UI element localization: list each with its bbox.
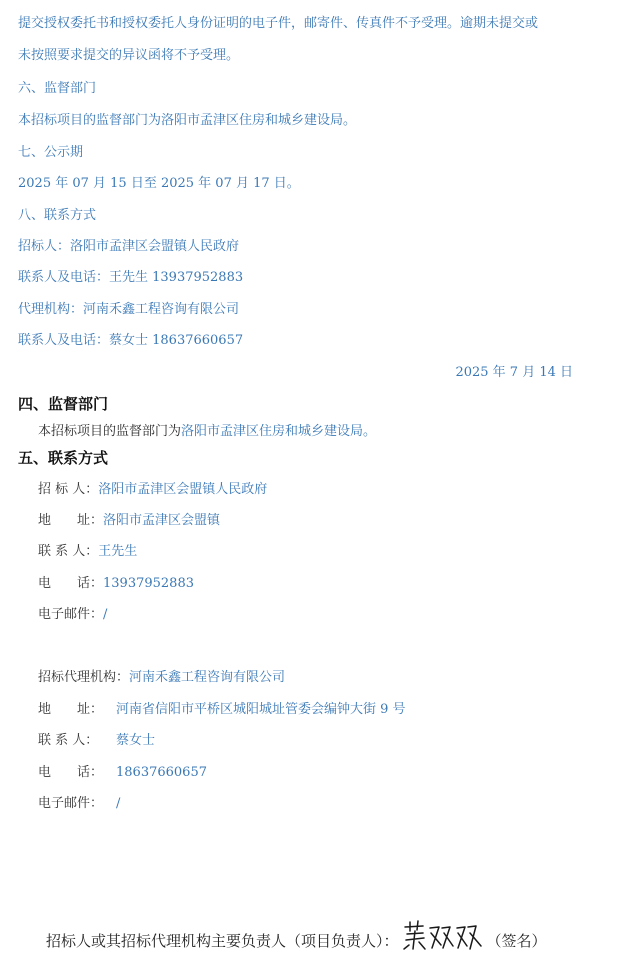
agency-row <box>38 765 207 781</box>
field-label: 联 系 人： <box>38 733 99 748</box>
field-label: 地 址： <box>38 513 104 528</box>
notice-text-line: 未按照要求提交的异议函将不予受理。 <box>18 48 240 63</box>
field-value: 18637660657 <box>116 765 207 780</box>
publicity-period: 2025 年 07 月 15 日至 2025 年 07 月 17 日。 <box>18 176 300 191</box>
supervision-prefix: 本招标项目的监督部门为 <box>38 424 182 439</box>
notice-text-line: 提交授权委托书和授权委托人身份证明的电子件，邮寄件、传真件不予受理。逾期未提交或 <box>18 16 539 31</box>
field-value: 13937952883 <box>103 576 194 591</box>
contact-line: 代理机构：河南禾鑫工程咨询有限公司 <box>18 302 240 317</box>
section-heading: 四、监督部门 <box>18 395 109 413</box>
handwritten-signature <box>401 918 485 958</box>
field-label: 招 标 人： <box>38 482 99 497</box>
contact-line: 招标人：洛阳市孟津区会盟镇人民政府 <box>18 239 240 254</box>
field-label: 联 系 人： <box>38 544 99 559</box>
tenderer-row <box>38 544 137 560</box>
field-label: 电 话： <box>38 765 104 780</box>
section-title: 六、监督部门 <box>18 81 97 96</box>
field-value: / <box>103 607 108 622</box>
field-value: 蔡女士 <box>116 733 156 748</box>
signature-suffix: （签名） <box>486 932 547 950</box>
section-title: 八、联系方式 <box>18 208 97 223</box>
tenderer-row <box>38 576 194 592</box>
section-body: 本招标项目的监督部门为洛阳市孟津区住房和城乡建设局。 <box>18 113 357 128</box>
supervision-dept: 洛阳市孟津区住房和城乡建设局。 <box>181 424 377 439</box>
field-label: 电子邮件： <box>38 607 104 622</box>
contact-line: 联系人及电话：蔡女士 18637660657 <box>18 333 244 348</box>
field-value: 河南禾鑫工程咨询有限公司 <box>129 670 286 685</box>
agency-row <box>38 733 155 749</box>
field-label: 电 话： <box>38 576 104 591</box>
agency-row <box>38 796 120 812</box>
notice-date: 2025 年 7 月 14 日 <box>455 365 573 380</box>
field-label: 地 址： <box>38 702 104 717</box>
signature-line <box>46 918 547 958</box>
signature-prefix: 招标人或其招标代理机构主要负责人（项目负责人）： <box>46 932 399 950</box>
tenderer-row <box>38 607 107 623</box>
contact-line: 联系人及电话：王先生 13937952883 <box>18 270 244 285</box>
field-value: 洛阳市孟津区会盟镇人民政府 <box>98 482 268 497</box>
agency-row <box>38 702 406 718</box>
field-value: 王先生 <box>98 544 138 559</box>
field-label: 电子邮件： <box>38 796 104 811</box>
section-title: 七、公示期 <box>18 145 84 160</box>
field-value: 河南省信阳市平桥区城阳城址管委会编钟大街 9 号 <box>116 702 406 717</box>
agency-row <box>38 670 285 686</box>
section-heading: 五、联系方式 <box>18 449 109 467</box>
tenderer-row <box>38 482 267 498</box>
tenderer-row <box>38 513 220 529</box>
field-label: 招标代理机构： <box>38 670 130 685</box>
field-value: 洛阳市孟津区会盟镇 <box>103 513 221 528</box>
supervision-text <box>38 424 376 440</box>
field-value: / <box>116 796 121 811</box>
